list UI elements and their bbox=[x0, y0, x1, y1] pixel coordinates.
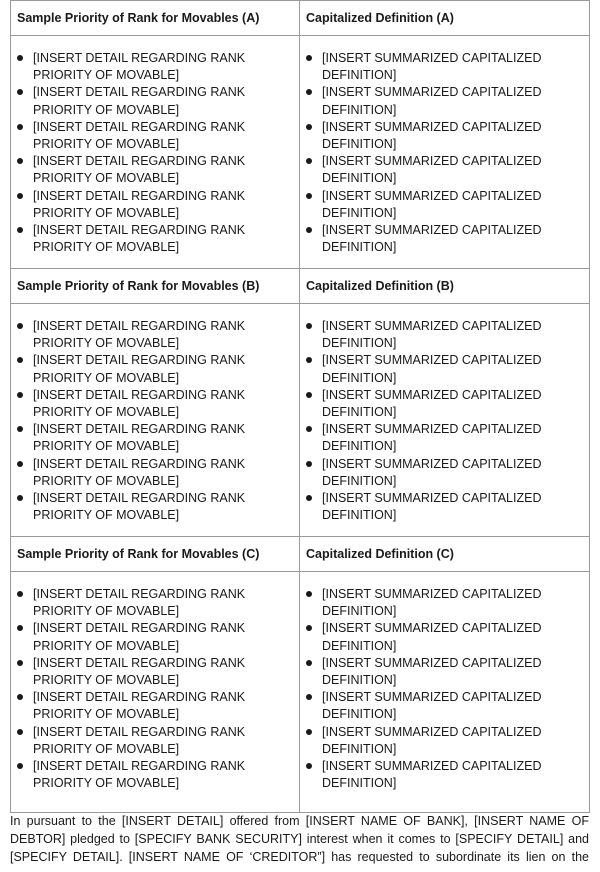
bullet-icon bbox=[306, 193, 312, 199]
list-item-text: [INSERT DETAIL REGARDING RANK PRIORITY OF MOVABLE] bbox=[33, 759, 246, 791]
bullet-icon bbox=[17, 625, 23, 631]
definition-cell bbox=[300, 572, 590, 813]
bullet-icon bbox=[306, 694, 312, 700]
list-item-text: [INSERT DETAIL REGARDING RANK PRIORITY OF MOVABLE] bbox=[33, 353, 246, 385]
list-item-text: [INSERT DETAIL REGARDING RANK PRIORITY OF MOVABLE] bbox=[33, 119, 246, 152]
list-item bbox=[300, 490, 589, 524]
list-item-text: [INSERT SUMMARIZED CAPITALIZED DEFINITION] bbox=[322, 188, 542, 220]
paragraph-line: In pursuant to the [INSERT DETAIL] offered from [INSERT NAME OF BANK], [INSERT NAME OF bbox=[10, 814, 589, 828]
list-item bbox=[300, 456, 589, 490]
list-item-text: [INSERT DETAIL REGARDING RANK PRIORITY OF MOVABLE] bbox=[33, 51, 246, 83]
list-item bbox=[300, 387, 589, 421]
list-item bbox=[11, 456, 299, 490]
bullet-icon bbox=[17, 591, 23, 597]
table-header-row bbox=[11, 269, 590, 304]
priority-rank-header: Sample Priority of Rank for Movables (C) bbox=[11, 537, 300, 572]
list-item bbox=[11, 421, 299, 455]
list-item-text: [INSERT DETAIL REGARDING RANK PRIORITY OF MOVABLE] bbox=[33, 85, 246, 117]
list-item bbox=[11, 188, 299, 222]
list-item bbox=[300, 153, 589, 187]
bullet-icon bbox=[17, 323, 23, 329]
bullet-icon bbox=[17, 193, 23, 199]
priority-rank-table bbox=[10, 0, 590, 813]
bullet-icon bbox=[306, 625, 312, 631]
list-item-text: [INSERT DETAIL REGARDING RANK PRIORITY OF MOVABLE] bbox=[33, 188, 246, 220]
list-item bbox=[11, 222, 299, 256]
bullet-icon bbox=[306, 461, 312, 467]
list-item-text: [INSERT SUMMARIZED CAPITALIZED DEFINITION] bbox=[322, 690, 542, 722]
list-item-text: [INSERT SUMMARIZED CAPITALIZED DEFINITION] bbox=[322, 319, 542, 351]
list-item bbox=[11, 50, 299, 84]
bullet-icon bbox=[17, 426, 23, 432]
bullet-icon bbox=[306, 729, 312, 735]
list-item-text: [INSERT DETAIL REGARDING RANK PRIORITY OF MOVABLE] bbox=[33, 690, 246, 722]
list-item-text: [INSERT DETAIL REGARDING RANK PRIORITY OF MOVABLE] bbox=[33, 387, 246, 420]
list-item bbox=[300, 421, 589, 455]
list-item-text: [INSERT DETAIL REGARDING RANK PRIORITY OF MOVABLE] bbox=[33, 422, 246, 454]
bullet-icon bbox=[17, 660, 23, 666]
list-item-text: [INSERT DETAIL REGARDING RANK PRIORITY OF MOVABLE] bbox=[33, 587, 246, 619]
bullet-icon bbox=[306, 158, 312, 164]
bullet-icon bbox=[17, 461, 23, 467]
priority-detail-cell bbox=[11, 572, 300, 813]
bullet-icon bbox=[17, 694, 23, 700]
list-item-text: [INSERT DETAIL REGARDING RANK PRIORITY OF MOVABLE] bbox=[33, 655, 246, 688]
table-row bbox=[11, 572, 590, 813]
capitalized-definition-header: Capitalized Definition (B) bbox=[300, 269, 590, 304]
capitalized-definition-header: Capitalized Definition (A) bbox=[300, 1, 590, 36]
bullet-icon bbox=[306, 426, 312, 432]
table-row bbox=[11, 36, 590, 269]
bullet-icon bbox=[17, 495, 23, 501]
list-item bbox=[11, 153, 299, 187]
list-item bbox=[300, 318, 589, 352]
list-item-text: [INSERT SUMMARIZED CAPITALIZED DEFINITION] bbox=[322, 85, 542, 117]
bullet-icon bbox=[306, 591, 312, 597]
list-item-text: [INSERT SUMMARIZED CAPITALIZED DEFINITION] bbox=[322, 353, 542, 385]
capitalized-definition-header: Capitalized Definition (C) bbox=[300, 537, 590, 572]
list-item bbox=[11, 655, 299, 689]
bullet-icon bbox=[17, 763, 23, 769]
list-item bbox=[11, 586, 299, 620]
list-item bbox=[300, 352, 589, 386]
definition-cell bbox=[300, 304, 590, 537]
table-header-row bbox=[11, 1, 590, 36]
bullet-icon bbox=[17, 158, 23, 164]
priority-detail-cell bbox=[11, 36, 300, 269]
bullet-icon bbox=[17, 729, 23, 735]
list-item bbox=[11, 689, 299, 723]
bullet-icon bbox=[306, 89, 312, 95]
list-item-text: [INSERT SUMMARIZED CAPITALIZED DEFINITION] bbox=[322, 422, 542, 454]
list-item bbox=[11, 387, 299, 421]
list-item-text: [INSERT DETAIL REGARDING RANK PRIORITY OF MOVABLE] bbox=[33, 724, 246, 756]
bullet-icon bbox=[306, 357, 312, 363]
list-item bbox=[300, 188, 589, 222]
bullet-list bbox=[300, 304, 589, 524]
bullet-icon bbox=[306, 323, 312, 329]
bullet-icon bbox=[17, 392, 23, 398]
list-item-text: [INSERT SUMMARIZED CAPITALIZED DEFINITION] bbox=[322, 491, 542, 523]
paragraph-line: [SPECIFY DETAIL]. [INSERT NAME OF ‘CREDITOR”] has requested to subordinate its lien on the bbox=[10, 850, 589, 864]
table-row bbox=[11, 304, 590, 537]
list-item-text: [INSERT DETAIL REGARDING RANK PRIORITY OF MOVABLE] bbox=[33, 223, 246, 255]
bullet-icon bbox=[306, 124, 312, 130]
priority-rank-header: Sample Priority of Rank for Movables (B) bbox=[11, 269, 300, 304]
list-item bbox=[300, 689, 589, 723]
bullet-icon bbox=[306, 227, 312, 233]
list-item-text: [INSERT DETAIL REGARDING RANK PRIORITY OF MOVABLE] bbox=[33, 319, 246, 351]
list-item bbox=[300, 84, 589, 118]
list-item-text: [INSERT DETAIL REGARDING RANK PRIORITY OF MOVABLE] bbox=[33, 456, 246, 488]
bullet-icon bbox=[306, 495, 312, 501]
list-item bbox=[11, 352, 299, 386]
list-item bbox=[11, 318, 299, 352]
bullet-list bbox=[300, 36, 589, 256]
list-item bbox=[11, 84, 299, 118]
list-item-text: [INSERT DETAIL REGARDING RANK PRIORITY OF MOVABLE] bbox=[33, 621, 246, 653]
list-item-text: [INSERT SUMMARIZED CAPITALIZED DEFINITION] bbox=[322, 387, 542, 420]
list-item-text: [INSERT SUMMARIZED CAPITALIZED DEFINITION] bbox=[322, 724, 542, 756]
list-item bbox=[300, 620, 589, 654]
list-item bbox=[300, 655, 589, 689]
list-item bbox=[300, 50, 589, 84]
list-item bbox=[300, 586, 589, 620]
list-item bbox=[11, 490, 299, 524]
paragraph-line: DEBTOR] pledged to [SPECIFY BANK SECURITY] interest when it comes to [SPECIFY DETAIL] and bbox=[10, 832, 589, 846]
list-item bbox=[300, 222, 589, 256]
priority-rank-header: Sample Priority of Rank for Movables (A) bbox=[11, 1, 300, 36]
list-item bbox=[11, 119, 299, 153]
table-header-row bbox=[11, 537, 590, 572]
bullet-icon bbox=[306, 55, 312, 61]
bullet-list bbox=[11, 572, 299, 792]
list-item-text: [INSERT DETAIL REGARDING RANK PRIORITY OF MOVABLE] bbox=[33, 154, 246, 186]
list-item bbox=[11, 724, 299, 758]
list-item-text: [INSERT SUMMARIZED CAPITALIZED DEFINITION] bbox=[322, 456, 542, 488]
definition-cell bbox=[300, 36, 590, 269]
list-item bbox=[11, 620, 299, 654]
bullet-list bbox=[300, 572, 589, 792]
bullet-icon bbox=[306, 660, 312, 666]
bullet-icon bbox=[17, 357, 23, 363]
list-item-text: [INSERT SUMMARIZED CAPITALIZED DEFINITION] bbox=[322, 587, 542, 619]
bullet-icon bbox=[17, 227, 23, 233]
list-item-text: [INSERT SUMMARIZED CAPITALIZED DEFINITION] bbox=[322, 51, 542, 83]
list-item-text: [INSERT SUMMARIZED CAPITALIZED DEFINITION] bbox=[322, 759, 542, 791]
list-item bbox=[11, 758, 299, 792]
bullet-icon bbox=[17, 124, 23, 130]
list-item-text: [INSERT SUMMARIZED CAPITALIZED DEFINITION] bbox=[322, 154, 542, 186]
list-item-text: [INSERT DETAIL REGARDING RANK PRIORITY OF MOVABLE] bbox=[33, 491, 246, 523]
bullet-list bbox=[11, 36, 299, 256]
bullet-icon bbox=[306, 763, 312, 769]
list-item-text: [INSERT SUMMARIZED CAPITALIZED DEFINITION] bbox=[322, 119, 542, 152]
body-paragraph bbox=[10, 812, 589, 866]
list-item bbox=[300, 119, 589, 153]
list-item-text: [INSERT SUMMARIZED CAPITALIZED DEFINITION] bbox=[322, 223, 542, 255]
priority-detail-cell bbox=[11, 304, 300, 537]
list-item bbox=[300, 758, 589, 792]
bullet-icon bbox=[306, 392, 312, 398]
list-item-text: [INSERT SUMMARIZED CAPITALIZED DEFINITION] bbox=[322, 621, 542, 653]
list-item-text: [INSERT SUMMARIZED CAPITALIZED DEFINITION] bbox=[322, 655, 542, 688]
bullet-icon bbox=[17, 55, 23, 61]
bullet-icon bbox=[17, 89, 23, 95]
list-item bbox=[300, 724, 589, 758]
bullet-list bbox=[11, 304, 299, 524]
